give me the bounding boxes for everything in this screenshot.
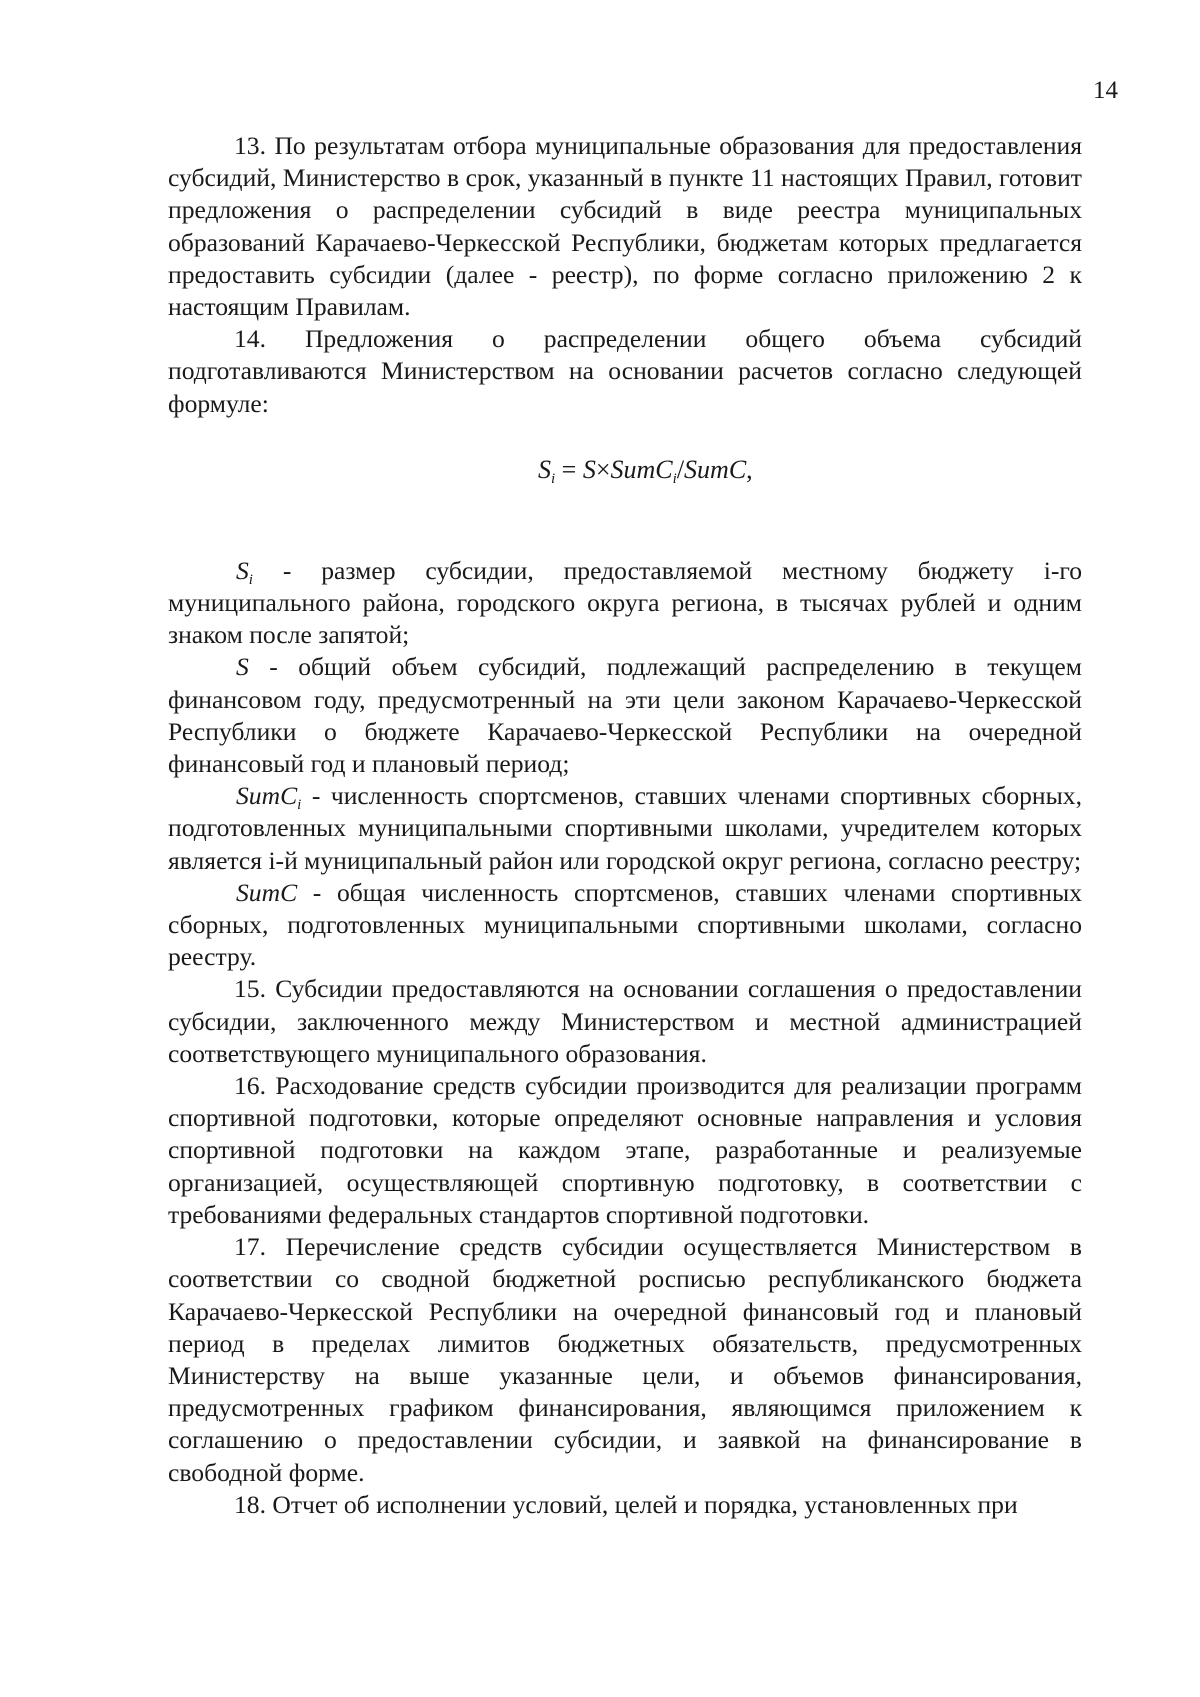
formula-slash: / xyxy=(676,454,685,484)
paragraph-16: 16. Расходование средств субсидии производится для реализации программ спортивной подготовки, которые определяют основные направления и условия спортивной подготовки на каждом этапе, разработанные и реализуемые организацией, осуществляющей спортивную подготовку, в соответствии с требованиями федеральных стандартов спортивной подготовки. xyxy=(168,1071,1082,1229)
paragraph-17: 17. Перечисление средств субсидии осуществляется Министерством в соответствии со сводной бюджетной росписью республиканского бюджета Карачаево-Черкесской Республики на очередной финансовый год и плановый период в пределах лимитов бюджетных обязательств, предусмотренных Министерству на выше указанные цели, и объемов финансирования, предусмотренных графиком финансирования, являющимся приложением к соглашению о предоставлении субсидии, и заявкой на финансирование в свободной форме. xyxy=(168,1232,1082,1487)
definition-sumci xyxy=(168,780,1082,877)
formula-comma: , xyxy=(746,454,753,484)
definition-symbol: S xyxy=(236,652,249,682)
paragraph-15: 15. Субсидии предоставляются на основании соглашения о предоставлении субсидии, заключенного между Министерством и местной администрацией соответствующего муниципального образования. xyxy=(168,974,1082,1068)
definition-text: - общая численность спортсменов, ставших членами спортивных сборных, подготовленных муниципальными спортивными школами, согласно реестру. xyxy=(168,877,1082,972)
definition-text: - общий объем субсидий, подлежащий распределению в текущем финансовом году, предусмотренный на эти цели законом Карачаево-Черкесской Республики о бюджете Карачаево-Черкесской Республики на очередной финансовый год и плановый период; xyxy=(168,652,1082,779)
formula xyxy=(168,453,1082,487)
formula-sumc-i: SumC$_i$ xyxy=(610,454,677,487)
definition-text: - численность спортсменов, ставших членами спортивных сборных, подготовленных муниципальными спортивными школами, учредителем которых является i-й муниципальный район или городской округ региона, согласно реестру; xyxy=(168,781,1082,875)
formula-lhs: $S_i$ xyxy=(538,454,556,487)
paragraph-14: 14. Предложения о распределении общего объема субсидий подготавливаются Министерством на основании расчетов согласно следующей формуле: xyxy=(168,324,1082,418)
formula-sumc-total: SumC xyxy=(684,454,747,484)
definition-text: - размер субсидии, предоставляемой местному бюджету i-го муниципального района, городского округа региона, в тысячах рублей и одним знаком после запятой; xyxy=(168,555,1082,650)
formula-spacer xyxy=(168,525,1082,555)
definition-si xyxy=(168,555,1082,652)
page-number: 14 xyxy=(1093,77,1118,104)
definition-symbol: SumC xyxy=(236,877,298,907)
formula-equals: = xyxy=(555,454,583,484)
definition-symbol: SumC$_i$ xyxy=(236,781,302,814)
paragraph-18: 18. Отчет об исполнении условий, целей и порядка, установленных при xyxy=(234,1489,1018,1519)
definition-sumc xyxy=(168,877,1082,974)
definition-symbol: $S_i$ xyxy=(236,555,253,588)
paragraph-13: 13. По результатам отбора муниципальные образования для предоставления субсидий, Министерство в срок, указанный в пункте 11 настоящих Правил, готовит предложения о распределении субсидий в виде реестра муниципальных образований Карачаево-Черкесской Республики, бюджетам которых предлагается предоставить субсидии (далее - реестр), по форме согласно приложению 2 к настоящим Правилам. xyxy=(168,131,1082,322)
formula-times: × xyxy=(595,454,611,484)
document-body xyxy=(168,130,1082,1521)
definition-s xyxy=(168,651,1082,780)
formula-total-s: S xyxy=(582,454,596,484)
